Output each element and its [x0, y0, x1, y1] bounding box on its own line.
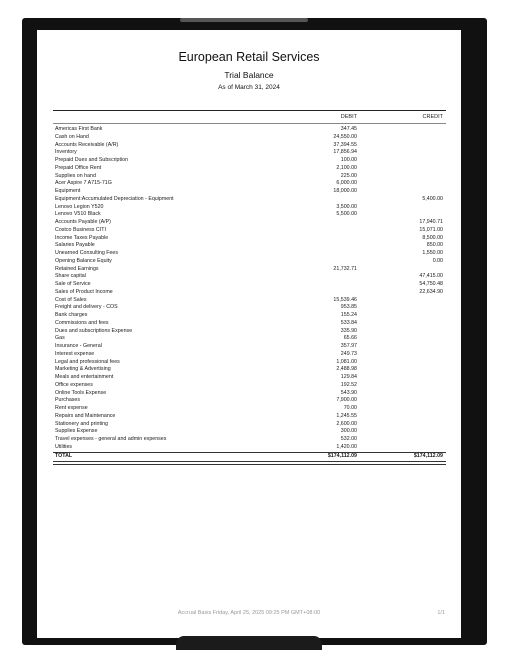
debit-amount: 21,732.71 [333, 265, 357, 272]
account-name: Cash on Hand [55, 133, 89, 140]
debit-amount: 2,488.98 [336, 366, 357, 373]
table-row [53, 250, 446, 258]
debit-amount: 225.00 [340, 172, 357, 179]
account-name: Equipment [55, 188, 81, 194]
table-row [53, 173, 446, 181]
table-row [53, 312, 446, 320]
account-name: Cost of Sales [55, 296, 87, 303]
debit-amount: 24,550.00 [333, 133, 357, 140]
account-name: Online Tools Expense [55, 389, 107, 396]
account-name: Supplies on hand [55, 172, 96, 179]
table-row [53, 266, 446, 274]
table-row [53, 297, 446, 305]
credit-amount: 54,750.48 [419, 281, 443, 287]
credit-amount: 47,415.00 [419, 273, 443, 280]
table-row [53, 242, 446, 250]
account-name: Supplies Expense [55, 428, 98, 435]
debit-amount: 2,600.00 [336, 420, 357, 427]
account-name: Office expenses [55, 381, 93, 388]
table-row [53, 436, 446, 444]
debit-amount: 1,245.55 [336, 412, 357, 419]
debit-amount: 100.00 [340, 157, 357, 163]
debit-amount: 129.84 [340, 374, 357, 380]
account-name: Income Taxes Payable [55, 234, 109, 241]
debit-amount: 155.24 [340, 312, 357, 318]
account-name: Travel expenses - general and admin expenses [55, 436, 167, 442]
table-body [53, 126, 446, 452]
table-row [53, 351, 446, 359]
account-name: Prepaid Dues and Subscription [55, 157, 129, 163]
account-name: Repairs and Maintenance [55, 412, 116, 419]
account-name: Utilities [55, 443, 73, 450]
account-name: Accounts Receivable (A/R) [55, 141, 119, 148]
report-footer: Accrual Basis Friday, April 25, 2025 09:25 PM GMT+08:00 [177, 610, 321, 616]
credit-amount: 1,550.00 [422, 250, 443, 256]
debit-amount: 192.52 [340, 381, 357, 388]
credit-amount: 850.00 [426, 242, 443, 249]
total-label: TOTAL [55, 452, 73, 459]
table-row [53, 444, 446, 452]
debit-amount: 335.90 [340, 327, 357, 334]
credit-amount: 22,634.90 [419, 288, 443, 295]
credit-amount: 8,500.00 [422, 234, 443, 241]
debit-amount: 533.84 [340, 319, 357, 326]
table-row [53, 405, 446, 413]
viewer-toolbar[interactable] [176, 636, 322, 650]
account-name: Acer Aspire 7 A715-71G [55, 180, 112, 187]
table-row [53, 188, 446, 196]
table-row [53, 219, 446, 227]
table-row [53, 413, 446, 421]
account-name: Opening Balance Equity [55, 257, 112, 264]
account-name: Sale of Service [55, 281, 91, 287]
debit-amount: 347.45 [340, 126, 357, 132]
table-row [53, 204, 446, 212]
debit-amount: 7,900.00 [336, 397, 357, 404]
debit-amount: 532.00 [340, 436, 357, 442]
table-row [53, 149, 446, 157]
table-row [53, 157, 446, 165]
debit-amount: 70.00 [343, 405, 357, 411]
account-name: Interest expense [55, 350, 95, 357]
table-row [53, 126, 446, 134]
debit-amount: 249.73 [340, 350, 357, 357]
debit-amount: 65.66 [343, 335, 357, 342]
account-name: Accounts Payable (A/P) [55, 219, 111, 225]
table-row [53, 281, 446, 289]
table-row [53, 165, 446, 173]
debit-amount: 357.97 [340, 343, 357, 349]
account-name: Equipment:Accumulated Depreciation - Equipment [55, 195, 174, 202]
account-name: Rent expense [55, 405, 88, 411]
table-row [53, 273, 446, 281]
debit-amount: 17,856.94 [333, 149, 357, 156]
debit-amount: 6,000.00 [336, 180, 357, 187]
table-row [53, 374, 446, 382]
account-name: Purchases [55, 397, 81, 404]
account-name: Legal and professional fees [55, 358, 120, 365]
account-name: Gas [55, 335, 65, 342]
table-row [53, 227, 446, 235]
table-row [53, 359, 446, 367]
account-name: Meals and entertainment [55, 374, 114, 380]
account-name: Bank charges [55, 312, 88, 318]
account-name: Sales of Product Income [55, 288, 113, 295]
debit-amount: 18,000.00 [333, 188, 357, 194]
table-row [53, 428, 446, 436]
table-row [53, 421, 446, 429]
account-name: Unearned Consulting Fees [55, 250, 119, 256]
table-row [53, 180, 446, 188]
debit-amount: 543.90 [340, 389, 357, 396]
total-debit: $174,112.09 [327, 452, 357, 459]
debit-amount: 15,539.46 [333, 296, 357, 303]
account-name: Americas First Bank [55, 126, 103, 132]
credit-amount: 0.00 [432, 257, 443, 264]
table-row [53, 196, 446, 204]
debit-amount: 1,081.00 [336, 358, 357, 365]
credit-header: CREDIT [422, 114, 443, 120]
account-name: Insurance - General [55, 343, 102, 349]
report-date: As of March 31, 2024 [218, 84, 280, 91]
table-row [53, 397, 446, 405]
trial-balance-table [53, 110, 446, 465]
debit-amount: 5,500.00 [336, 211, 357, 218]
table-row [53, 335, 446, 343]
account-name: Retained Earnings [55, 265, 99, 272]
table-row [53, 211, 446, 219]
total-credit: $174,112.09 [413, 452, 443, 459]
account-name: Lenovo V510 Black [55, 211, 101, 218]
debit-header: DEBIT [340, 114, 357, 120]
table-row [53, 328, 446, 336]
account-name: Lenovo Legion Y520 [55, 203, 104, 210]
account-name: Salaries Payable [55, 242, 95, 249]
account-name: Costco Business CITI [55, 226, 106, 233]
table-row [53, 304, 446, 312]
table-row [53, 343, 446, 351]
table-row [53, 258, 446, 266]
account-name: Stationery and printing [55, 420, 109, 427]
report-page [37, 30, 461, 638]
report-title: Trial Balance [224, 70, 274, 80]
top-handle [180, 18, 308, 22]
account-name: Freight and delivery - COS [55, 304, 118, 311]
table-row [53, 390, 446, 398]
table-row [53, 134, 446, 142]
account-name: Prepaid Office Rent [55, 164, 102, 171]
debit-amount: 2,100.00 [336, 164, 357, 171]
table-row [53, 366, 446, 374]
table-row [53, 320, 446, 328]
total-row [53, 453, 446, 461]
table-header [53, 114, 446, 123]
account-name: Marketing & Advertising [55, 366, 111, 373]
company-name: European Retail Services [178, 50, 320, 64]
debit-amount: 300.00 [340, 428, 357, 435]
account-name: Dues and subscriptions Expense [55, 327, 133, 334]
credit-amount: 15,071.00 [419, 226, 443, 233]
account-name: Share capital [55, 273, 86, 280]
page-number: 1/1 [437, 610, 445, 616]
table-row [53, 235, 446, 243]
table-row [53, 382, 446, 390]
debit-amount: 1,420.00 [336, 443, 357, 450]
debit-amount: 37,394.55 [333, 141, 357, 148]
table-row [53, 142, 446, 150]
account-name: Inventory [55, 149, 77, 156]
debit-amount: 3,500.00 [336, 203, 357, 210]
debit-amount: 953.85 [340, 304, 357, 311]
credit-amount: 17,940.71 [419, 219, 443, 225]
account-name: Commissions and fees [55, 319, 109, 326]
credit-amount: 5,400.00 [422, 195, 443, 202]
table-row [53, 289, 446, 297]
